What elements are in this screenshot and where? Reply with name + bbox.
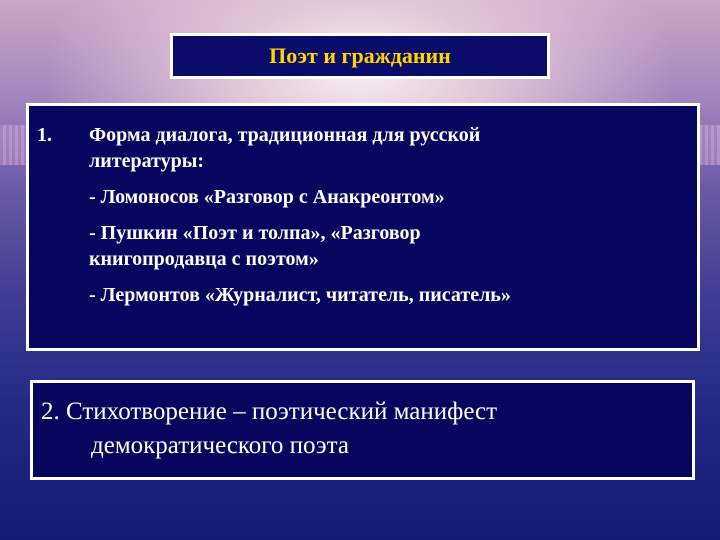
point-2-line2: демократического поэта bbox=[91, 432, 349, 459]
title-box bbox=[170, 33, 550, 79]
example-lomonosov: - Ломоносов «Разговор с Анакреонтом» bbox=[89, 186, 445, 208]
point-2-line1: 2. Стихотворение – поэтический манифест bbox=[41, 398, 498, 425]
point-1 bbox=[37, 122, 683, 308]
point-1-heading-line2: литературы: bbox=[89, 150, 205, 172]
point-1-heading-line1: Форма диалога, традиционная для русской bbox=[89, 124, 481, 146]
point-2-box bbox=[30, 380, 695, 480]
point-1-body bbox=[89, 122, 683, 308]
point-1-box bbox=[26, 103, 700, 351]
example-pushkin-line2: книгопродавца с поэтом» bbox=[89, 248, 319, 270]
example-lermontov: - Лермонтов «Журналист, читатель, писатель» bbox=[89, 284, 511, 306]
slide-title: Поэт и гражданин bbox=[269, 43, 451, 68]
point-1-number: 1. bbox=[37, 124, 52, 146]
example-pushkin-line1: - Пушкин «Поэт и толпа», «Разговор bbox=[89, 222, 421, 244]
